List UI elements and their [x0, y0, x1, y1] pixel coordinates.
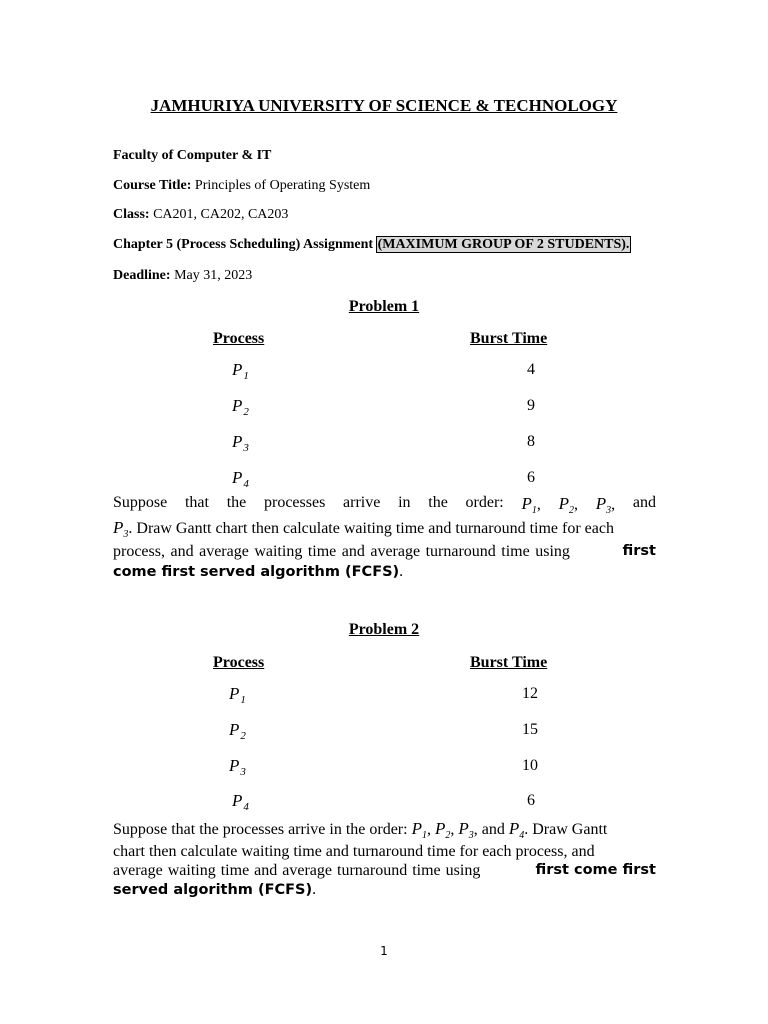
problem2-process-p3: $P_3$	[229, 756, 246, 778]
class-label: Class:	[113, 207, 150, 222]
problem2-paragraph-line2: chart then calculate waiting time and turnaround time for each process, and	[113, 843, 595, 860]
group-highlight: (MAXIMUM GROUP OF 2 STUDENTS).	[377, 237, 630, 252]
problem2-burst-p2: 15	[522, 721, 538, 738]
deadline-label: Deadline:	[113, 268, 171, 283]
problem1-title: Problem 1	[348, 298, 420, 315]
problem1-process-p3: $P_3$	[232, 432, 249, 454]
problem1-burst-p1: 4	[527, 361, 535, 378]
problem1-process-header: Process	[213, 330, 265, 347]
problem2-title: Problem 2	[348, 621, 420, 638]
problem2-burst-p4: 6	[527, 792, 535, 809]
course-value: Principles of Operating System	[191, 178, 371, 193]
problem2-burst-p1: 12	[522, 685, 538, 702]
problem2-process-p1: $P_1$	[229, 684, 246, 706]
problem2-process-p2: $P_2$	[229, 720, 246, 742]
problem1-burst-p2: 9	[527, 397, 535, 414]
deadline-line	[113, 268, 252, 284]
course-line	[113, 178, 370, 194]
problem2-paragraph-line1: Suppose that the processes arrive in the order: $P_1$, $P_2$, $P_3$, and $P_4$. Draw Gantt	[113, 819, 608, 842]
problem1-paragraph-line4: come first served algorithm (FCFS).	[113, 563, 404, 580]
course-label: Course Title:	[113, 178, 192, 193]
problem2-process-p4: $P_4$	[232, 791, 249, 813]
problem1-process-p1: $P_1$	[232, 360, 249, 382]
chapter-text: Chapter 5 (Process Scheduling) Assignment	[113, 237, 377, 252]
deadline-value: May 31, 2023	[170, 268, 253, 283]
page-number: 1	[380, 944, 388, 958]
university-title: JAMHURIYA UNIVERSITY OF SCIENCE & TECHNOLOGY	[150, 96, 618, 115]
problem1-paragraph-line1: Suppose that the processes arrive in the order: $P_1$, $P_2$, $P_3$, and	[113, 494, 656, 517]
problem2-burst-p3: 10	[522, 757, 538, 774]
class-line	[113, 207, 288, 223]
problem1-process-p4: $P_4$	[232, 468, 249, 490]
problem2-burst-header: Burst Time	[470, 654, 548, 671]
problem2-process-header: Process	[213, 654, 265, 671]
problem2-paragraph-line4: served algorithm (FCFS).	[113, 881, 317, 898]
problem1-paragraph-line3: process, and average waiting time and average turnaround time using first	[113, 543, 656, 560]
class-value: CA201, CA202, CA203	[149, 207, 289, 222]
problem1-burst-header: Burst Time	[470, 330, 548, 347]
problem1-burst-p3: 8	[527, 433, 535, 450]
faculty-text: Faculty of Computer & IT	[113, 148, 272, 163]
problem1-burst-p4: 6	[527, 469, 535, 486]
problem1-process-p2: $P_2$	[232, 396, 249, 418]
chapter-line	[113, 237, 630, 253]
faculty-line	[113, 148, 271, 164]
problem1-paragraph-line2: $P_3$. Draw Gantt chart then calculate waiting time and turnaround time for each	[113, 518, 614, 541]
problem2-paragraph-line3: average waiting time and average turnaround time using first come first	[113, 862, 656, 879]
